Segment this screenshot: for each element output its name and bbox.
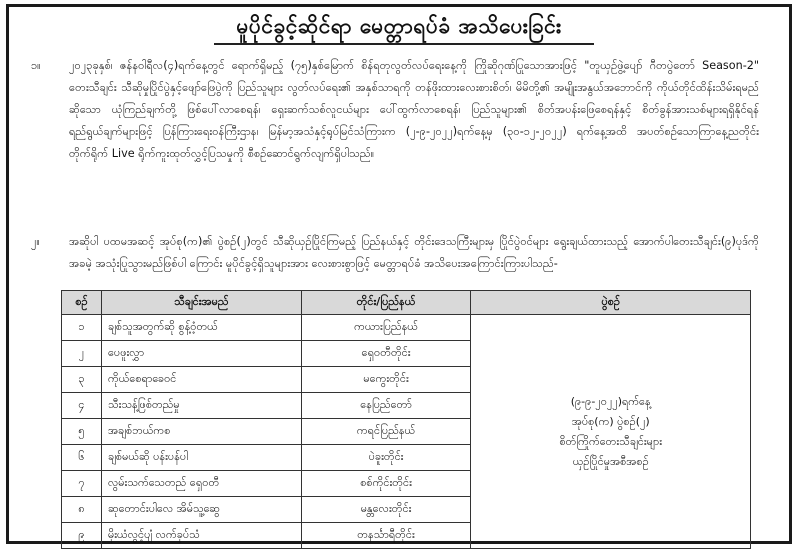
row-song: မိုးယံလွင့်ပျံ လက်ခုပ်သံ (101, 523, 301, 549)
event-program: ယှဉ်ပြိုင်မှုအစီအစဉ် (572, 454, 649, 468)
row-place: ပဲခူးတိုင်း (301, 445, 471, 471)
row-song: သီးသန့်ဖြစ်တည်မှု (101, 393, 301, 419)
paragraph-2-number: ၂။ (31, 235, 40, 248)
row-no: ၁ (62, 315, 102, 341)
row-place: ကယားပြည်နယ် (301, 315, 471, 341)
row-no: ၈ (62, 497, 102, 523)
row-song: လွမ်းသက်သေတည် ရှေဝတီ (101, 471, 301, 497)
row-no: ၅ (62, 419, 102, 445)
row-no: ၃ (62, 367, 102, 393)
event-date-cell (471, 315, 751, 549)
row-place: စစ်ကိုင်းတိုင်း (301, 471, 471, 497)
header-no: စဉ် (62, 291, 102, 315)
row-no: ၄ (62, 393, 102, 419)
row-place: နေပြည်တော် (301, 393, 471, 419)
row-place: တနင်္သာရီတိုင်း (301, 523, 471, 549)
paragraph-1-number: ၁။ (31, 59, 41, 72)
row-song: ချစ်မယ်ဆို ပန်းပန်ပါ (101, 445, 301, 471)
row-no: ၂ (62, 341, 102, 367)
row-no: ၆ (62, 445, 102, 471)
row-song: ကိုယ်စေရာခေဝင် (101, 367, 301, 393)
paragraph-1: ၂၀၂၃ခုနှစ်၊ ဇန်နဝါရီလ(၄)ရက်နေ့တွင် ရောက်ရှိမည့် (၇၅)နှစ်မြောက် စိန်ရတုလွတ်လပ်ရေးနေ့ကို ကြိုဆိုဂုဏ်ပြုသောအားဖြင့် "တူယှဉ်ဖွဲ့ပျော် ဂီတပွဲတော် Season-2" တေးသီချင်း သီဆိုမှုပြိုင်ပွဲနှင့်ဖျော်ဖြေပွဲကို ပြည်သူများ လွတ်လပ်ရေး၏ အနှစ်သာရကို တန်ဖိုးထားလေးစားစိတ်၊ မိမိတို့၏ အမျိုးအနွယ်အဘောင်ကို ကိုယ်တိုင်ထိန်းသိမ်းရမည်ဆိုသော ယုံကြည်ချက်တို့ ဖြစ်ပေါ်လာစေရန်၊ ရှေးဆက်သစ်လူငယ်များ ပေါ်ထွက်လာစေရန်၊ ပြည်သူများ၏ စိတ်အပန်းဖြေစေရန်နှင့် စိတ်ခွန်အားသစ်များရရှိနိုင်ရန် ရည်ရွယ်ချက်များဖြင့် ပြန်ကြားရေးဝန်ကြီးဌာန၊ မြန်မာ့အသံနှင့်ရုပ်မြင်သံကြားက (၂-၉-၂၀၂၂)ရက်နေ့မှ (၃၀-၁၂-၂၀၂၂) ရက်နေ့အထိ အပတ်စဉ်သောကြာနေ့ညတိုင်း တိုက်ရိုက် Live ရိုက်ကူးထုတ်လွှင့်ပြသမှုကို စီစဉ်ဆောင်ရွက်လျက်ရှိပါသည်။ (69, 59, 759, 160)
row-song: ဆုတောင်းပါလေ အိမ်သူ့ဆွေ (101, 497, 301, 523)
row-no: ၇ (62, 471, 102, 497)
event-category: စိတ်ကြိုက်တေးသီချင်းများ (559, 434, 662, 448)
row-song: ပေဖူးလွှာ (101, 341, 301, 367)
row-place: မကွေးတိုင်း (301, 367, 471, 393)
row-song: ချစ်သူအတွက်ဆို စွန့်ဝံ့တယ် (101, 315, 301, 341)
row-no: ၉ (62, 523, 102, 549)
header-place: တိုင်း/ပြည်နယ် (301, 291, 471, 315)
header-date: ပွဲစဉ် (471, 291, 751, 315)
paragraph-2: အဆိုပါ ပထမအဆင့် အုပ်စု(က)၏ ပွဲစဉ်(၂)တွင် သီဆိုယှဉ်ပြိုင်ကြမည့် ပြည်နယ်နှင့် တိုင်းဒေသကြီးများမှ ပြိုင်ပွဲဝင်များ ရွေးချယ်ထားသည့် အောက်ပါတေးသီချင်း(၉)ပုဒ်ကို အခမဲ့ အသုံးပြုသွားမည်ဖြစ်ပါ ကြောင်း မူပိုင်ခွင့်ရှိသူများအား လေးစားစွာဖြင့် မေတ္တာရပ်ခံ အသိပေးအကြောင်းကြားပါသည်- (69, 235, 759, 270)
table-row (62, 315, 751, 341)
document-title: မူပိုင်ခွင့်ဆိုင်ရာ မေတ္တာရပ်ခံ အသိပေးခြင်း (236, 14, 562, 38)
row-place: ရှေဝတီတိုင်း (301, 341, 471, 367)
song-table (61, 290, 751, 549)
title-underline (214, 43, 594, 45)
event-date: (၉-၉-၂၀၂၂)ရက်နေ့ (570, 394, 651, 408)
row-place: ကရင်ပြည်နယ် (301, 419, 471, 445)
row-song: အချစ်ဘယ်ကစ (101, 419, 301, 445)
row-place: မန္တလေးတိုင်း (301, 497, 471, 523)
table-header-row (62, 291, 751, 315)
header-song: သီချင်းအမည် (101, 291, 301, 315)
notice-document (6, 4, 792, 544)
event-group: အုပ်စု(က) ပွဲစဉ်(၂) (571, 414, 650, 428)
